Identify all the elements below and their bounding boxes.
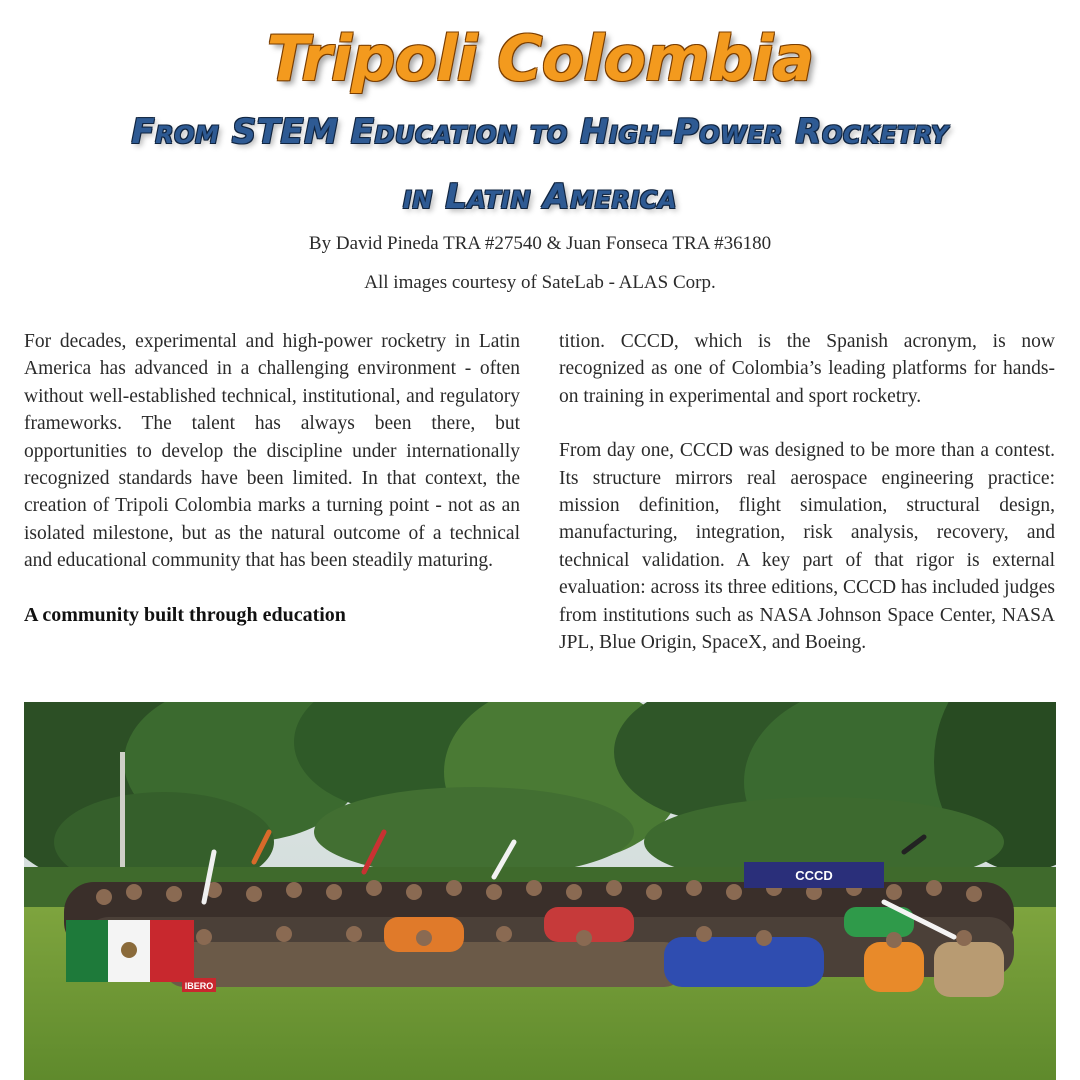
section-heading: A community built through education xyxy=(24,603,346,626)
intro-paragraph: For decades, experimental and high-power rocketry in Latin America has advanced in a challenging environment - often without well-established technical, institutional, and regulatory frameworks. The talent has always been there, but opportunities to develop the discipline under internationally recognized standards have been limited. In that context, the creation of Tripoli Colombia marks a turning point - not as an isolated milestone, but as the natural outcome of a technical and educational community that has been steadily maturing. xyxy=(24,331,520,572)
pole xyxy=(120,752,125,882)
image-credit: All images courtesy of SateLab - ALAS Corp. xyxy=(364,272,716,293)
article-title: Tripoli Colombia xyxy=(266,22,814,95)
cccd-banner xyxy=(744,862,884,888)
banner-label: CCCD xyxy=(795,868,833,883)
cccd-paragraph: From day one, CCCD was designed to be more than a contest. Its structure mirrors real aerospace engineering practice: mission definition, flight simulation, structural design, manufacturing, integration, risk analysis, recovery, and technical validation. A key part of that rigor is external evaluation: across its three editions, CCCD has included judges from institutions such as NASA Johnson Space Center, NASA JPL, Blue Origin, SpaceX, and Boeing. xyxy=(559,440,1055,654)
group-photo-illustration xyxy=(24,702,1056,1080)
tree-canopy xyxy=(24,702,1056,892)
mexican-flag xyxy=(66,920,194,982)
author-byline: By David Pineda TRA #27540 & Juan Fonseca TRA #36180 xyxy=(308,233,772,254)
ibero-sign xyxy=(182,978,216,992)
article-subtitle-line2: in Latin America xyxy=(402,177,678,217)
article-subtitle-line1: From STEM Education to High-Power Rocketry xyxy=(131,112,949,152)
group-photo xyxy=(24,702,1056,1080)
sign-label: IBERO xyxy=(184,981,214,991)
continued-paragraph: tition. CCCD, which is the Spanish acronym, is now recognized as one of Colombia’s leading platforms for hands-on training in experimental and sport rocketry. xyxy=(559,331,1055,407)
right-column xyxy=(559,328,1055,656)
left-column xyxy=(24,328,520,629)
